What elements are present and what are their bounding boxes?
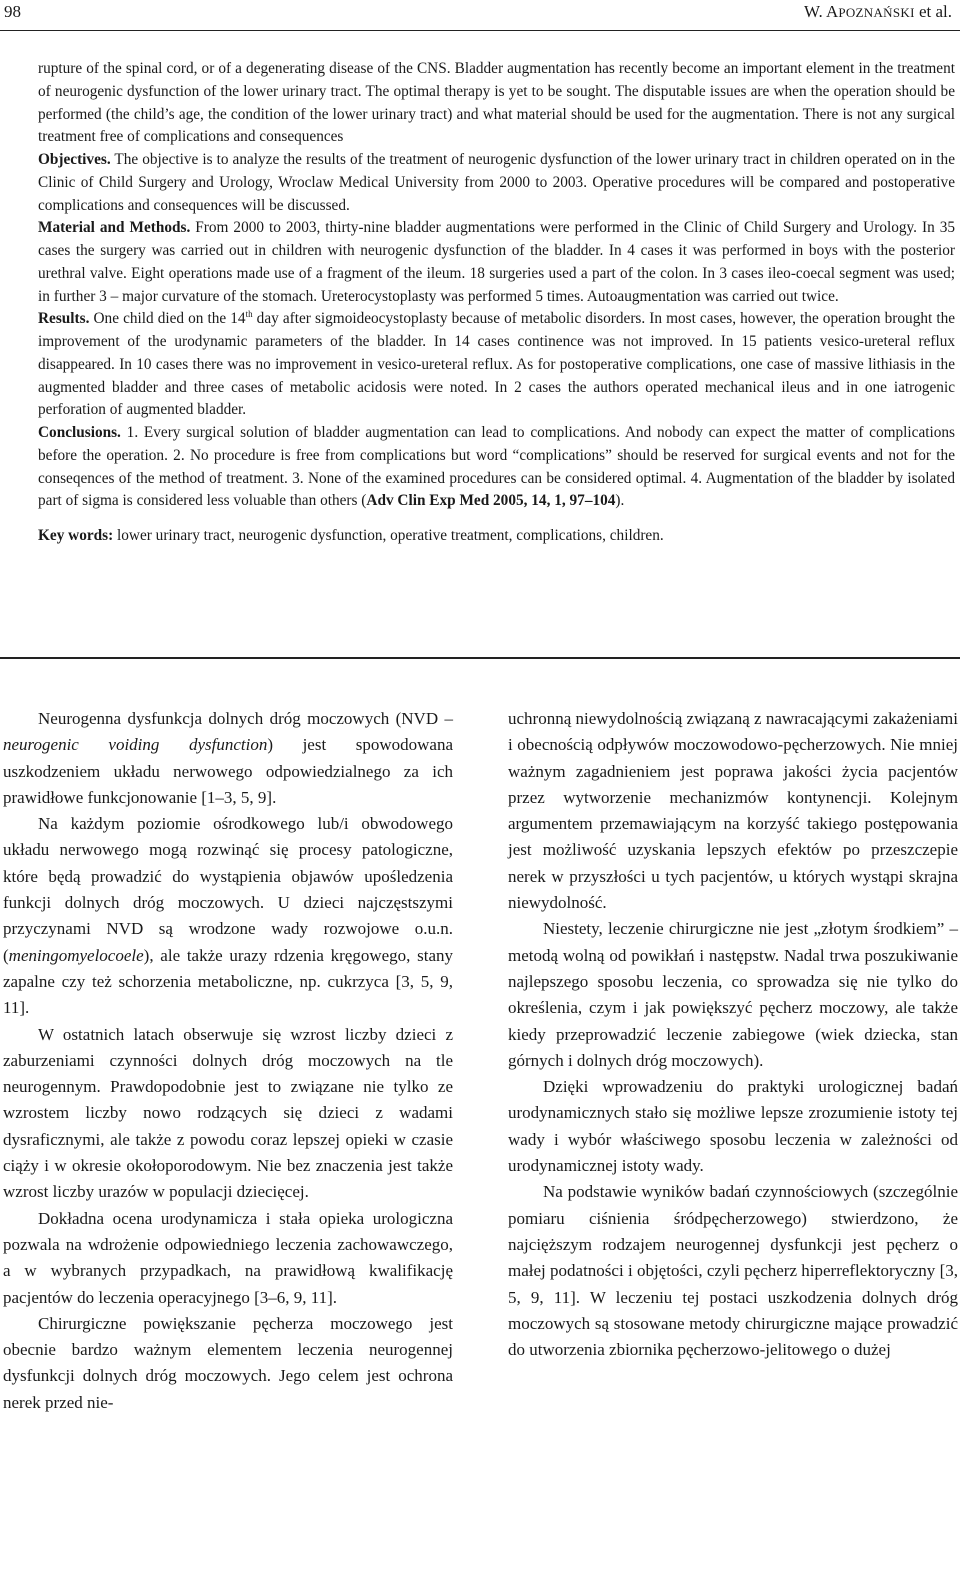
running-head-authors	[804, 1, 952, 24]
abstract-intro: rupture of the spinal cord, or of a degenerating disease of the CNS. Bladder augmentation has recently become an important element in the treatment of neurogenic dysfunction of the lower urinary tract. The optimal therapy is yet to be sought. The disputable issues are when the operation should be performed (the child’s age, the condition of the lower urinary tract) and what material should be used for the augmentation. There is not any surgical treatment free of complications and consequences	[38, 60, 955, 146]
body-column-right	[508, 706, 958, 1363]
running-head-smallcaps: POZNAŃSKI	[838, 5, 915, 20]
objectives-label: Objectives.	[38, 151, 111, 168]
conclusions-end: ).	[615, 492, 625, 510]
body-column-left	[3, 706, 453, 1416]
running-head-prefix: W. A	[804, 2, 839, 21]
methods-text: From 2000 to 2003, thirty-nine bladder augmentations were performed in the Clinic of Child Surgery and Urology. In 35 cases the surgery was carried out in children with neurogenic dysfunction of the bladder. In 4 cases it was performed in boys with the posterior urethral valve. Eight operations made use of a fragment of the ileum. 18 surgeries used a part of the colon. In 3 cases ileo-coecal segment was used; in further 3 – major curvature of the stomach. Ureterocystoplasty was performed 5 times. Autoaugmentation was carried out twice.	[38, 219, 956, 305]
paragraph: Na podstawie wyników badań czynnościowych (szczególnie pomiaru ciśnienia śródpęcherzowego) stwierdzono, że najcięższym rodzajem neurogennej dysfunkcji jest pęcherz o małej podatności i objętości, czyli pęcherz hiperreflektoryczny [3, 5, 9, 11]. W leczeniu tej postaci uszkodzenia dolnych dróg moczowych są stosowane metody chirurgiczne mające prowadzić do utworzenia zbiornika pęcherzowo-jelitowego o dużej	[508, 1182, 958, 1360]
abstract-body	[38, 58, 955, 513]
results-superscript: th	[245, 309, 253, 320]
methods-label: Material and Methods.	[38, 219, 191, 237]
paragraph: Dokładna ocena urodynamicza i stała opieka urologiczna pozwala na wdrożenie odpowiedniego leczenia zachowawczego, a w wybranych przypadkach, na prawidłową kwalifikację pacjentów do leczenia operacyjnego [3–6, 9, 11].	[3, 1208, 453, 1307]
running-head-suffix: et al.	[914, 2, 952, 21]
keywords	[38, 525, 955, 548]
header-rule	[0, 30, 960, 31]
p1-text-b: ) jest spowodowana uszkodzeniem układu nerwowego odpowiedzialnego za ich prawidłowe funkcjonowanie [1–3, 5, 9].	[3, 735, 453, 807]
p2-text-a: Na każdym poziomie ośrodkowego lub/i obwodowego układu nerwowego mogą rozwinąć się procesy patologiczne, które będą prowadzić do wystąpienia objawów upośledzenia funkcji dolnych dróg moczowych. U dzieci najczęstszymi przyczynami NVD są wrodzone wady rozwojowe o.u.n. (	[3, 814, 453, 965]
results-text-a: One child died on the 14	[89, 310, 246, 328]
conclusions-text: 1. Every surgical solution of bladder augmentation can lead to complications. And nobody can expect the matter of complications before the operation. 2. No procedure is free from complications but word “complications” should be reserved for surgical events and not for the conseqences of the method of treatment. 3. None of the examined procedures can be considered optimal. 4. Augmentation of the bladder by isolated part of sigma is considered less voluable than others (	[38, 424, 955, 510]
paragraph	[3, 706, 453, 811]
results-text-b: day after sigmoideocystoplasty because of metabolic disorders. In most cases, however, the operation brought the improvement of the urodynamic parameters of the bladder. In 14 cases continence was not improved. In 15 patients vesico-ureteral reflux disappeared. In 10 cases there was no improvement in vesico-ureteral reflux. As for postoperative complications, one case of massive lithiasis in the augmented bladder and three cases of metabolic acidosis were noted. In 2 cases the authors operated mechanical ileus and in one iatrogenic perforation of augmented bladder.	[38, 310, 956, 419]
keywords-text: lower urinary tract, neurogenic dysfunction, operative treatment, complications, children.	[113, 527, 664, 544]
abstract	[38, 58, 955, 548]
paragraph: Dzięki wprowadzeniu do praktyki urologicznej badań urodynamicznych stało się możliwe lepsze zrozumienie istoty tej wady i wybór właściwego sposobu leczenia w zależności od urodynamicznej istoty wady.	[508, 1077, 958, 1176]
keywords-label: Key words:	[38, 527, 114, 544]
abstract-rule	[0, 657, 960, 659]
conclusions-label: Conclusions.	[38, 424, 121, 441]
paragraph	[3, 811, 453, 1021]
paragraph: Chirurgiczne powiększanie pęcherza moczowego jest obecnie bardzo ważnym elementem leczenia neurogennej dysfunkcji dolnych dróg moczowych. Jego celem jest ochrona nerek przed nie-	[3, 1313, 453, 1412]
p1-italic: neurogenic voiding dysfunction	[3, 735, 268, 755]
running-header	[0, 0, 960, 22]
paragraph: Niestety, leczenie chirurgiczne nie jest „złotym środkiem” – metodą wolną od powikłań i następstw. Nadal trwa poszukiwanie najlepszego sposobu leczenia, co sprowadza się nie tylko do określenia, czym i jak powiększyć pęcherz moczowy, ale także kiedy przeprowadzić leczenie zabiegowe (wiek dziecka, stan górnych i dolnych dróg moczowych).	[508, 919, 958, 1070]
results-label: Results.	[38, 310, 90, 328]
paragraph: W ostatnich latach obserwuje się wzrost liczby dzieci z zaburzeniami czynności dolnych dróg moczowych na tle neurogennym. Prawdopodobnie jest to związane nie tylko ze wzrostem liczby nowo rodzących się dzieci z wadami dysraficznymi, ale także z powodu coraz lepszej opieki w czasie ciąży i w okresie okołoporodowym. Nie bez znaczenia jest także wzrost liczby urazów w populacji dziecięcej.	[3, 1024, 453, 1202]
p2-text-b: ), ale także urazy rdzenia kręgowego, stany zapalne czy też schorzenia metaboliczne, np. cukrzyca [3, 5, 9, 11].	[3, 945, 453, 1018]
journal-citation: Adv Clin Exp Med 2005, 14, 1, 97–104	[366, 492, 616, 510]
page-number: 98	[4, 2, 21, 21]
p1-text-a: Neurogenna dysfunkcja dolnych dróg moczowych (NVD –	[38, 709, 453, 728]
p2-italic: meningomyelocoele	[8, 945, 144, 965]
paragraph-continued: uchronną niewydolnością związaną z nawracającymi zakażeniami i obecnością odpływów moczowodowo-pęcherzowych. Nie mniej ważnym zagadnieniem jest poprawa jakości życia pacjentów przez wytworzenie mechanizmów kontynencji. Kolejnym argumentem przemawiającym na korzyść takiego postępowania jest możliwość uzyskania lepszych efektów po przeszczepie nerek w przyszłości u tych pacjentów, u których wystąpi skrajna niewydolność.	[508, 709, 958, 913]
objectives-text: The objective is to analyze the results of the treatment of neurogenic dysfunction of the lower urinary tract in children operated on in the Clinic of Child Surgery and Urology, Wroclaw Medical University from 2000 to 2003. Operative procedures will be compared and postoperative complications and consequences will be discussed.	[38, 151, 955, 214]
